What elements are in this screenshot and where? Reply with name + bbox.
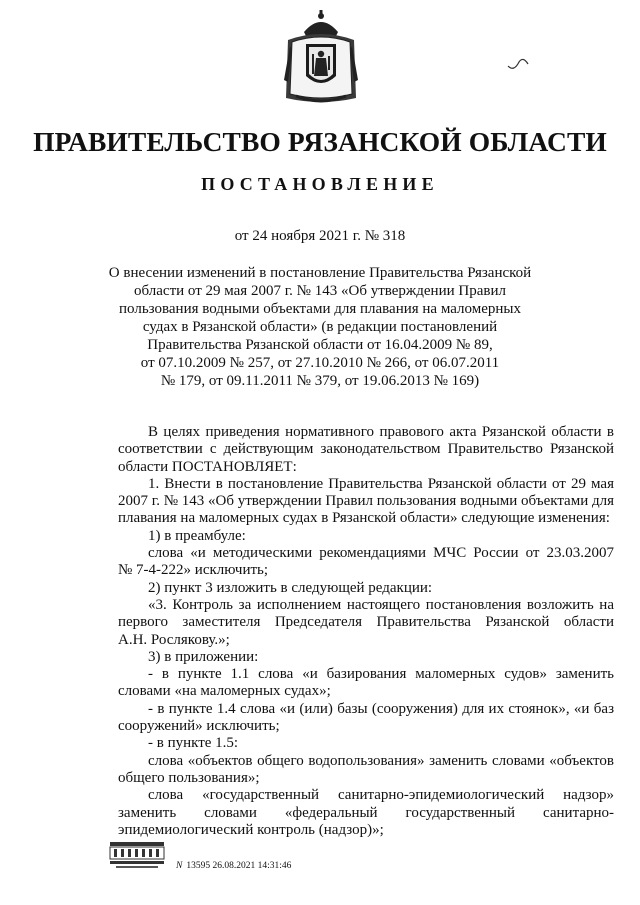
government-title: ПРАВИТЕЛЬСТВО РЯЗАНСКОЙ ОБЛАСТИ — [33, 126, 607, 157]
coat-of-arms-icon — [282, 10, 360, 106]
body-line: сооружений» исключить; — [118, 718, 280, 735]
body-line: словами «на маломерных судах»; — [118, 683, 331, 700]
subject-line: пользования водными объектами для плавания на маломерных — [119, 301, 521, 317]
body-line: заменить словами «федеральный государственный санитарно- — [118, 804, 614, 821]
body-line: В целях приведения нормативного правового акта Рязанской области в — [148, 424, 614, 440]
government-building-stamp-icon — [108, 840, 166, 874]
body-line: слова «государственный санитарно-эпидемиологический надзор» — [148, 787, 614, 804]
registration-prefix: N — [176, 861, 183, 871]
subject-line: О внесении изменений в постановление Правительства Рязанской — [108, 265, 532, 281]
body-line: 1. Внести в постановление Правительства Рязанской области от 29 мая — [148, 475, 614, 492]
body-line: А.Н. Рослякову.»; — [118, 631, 230, 648]
subject-line: судах в Рязанской области» (в редакции постановлений — [142, 319, 498, 335]
body-line: слова «объектов общего водопользования» заменить словами «объектов — [148, 752, 614, 769]
subject-line: от 07.10.2009 № 257, от 27.10.2010 № 266, от 06.07.2011 — [140, 355, 500, 371]
body-line: 3) в приложении: — [148, 648, 259, 665]
body-line: 2007 г. № 143 «Об утверждении Правил пользования водными объектами для — [118, 493, 614, 510]
body-line: - в пункте 1.4 слова «и (или) базы (сооружения) для их стоянок», «и баз — [148, 700, 614, 717]
body-line: слова «и методическими рекомендациями МЧС России от 23.03.2007 — [148, 545, 614, 562]
body-line: - в пункте 1.5: — [148, 735, 239, 752]
subject-line: области от 29 мая 2007 г. № 143 «Об утверждении Правил — [134, 283, 506, 299]
document-date-number: от 24 ноября 2021 г. № 318 — [234, 228, 406, 244]
registration-footer — [108, 840, 528, 880]
body-line: соответствии с действующим законодательством Правительство Рязанской — [118, 441, 614, 458]
subject-line: № 179, от 09.11.2011 № 379, от 19.06.2013 № 169) — [160, 373, 480, 389]
registration-stamp — [176, 861, 291, 871]
body-line: эпидемиологический контроль (надзор)»; — [118, 821, 384, 838]
document-subject — [80, 264, 560, 390]
body-line: 1) в преамбуле: — [148, 527, 246, 544]
body-line: «3. Контроль за исполнением настоящего постановления возложить на — [148, 596, 614, 613]
document-type: ПОСТАНОВЛЕНИЕ — [201, 174, 439, 194]
body-line: области ПОСТАНОВЛЯЕТ: — [118, 458, 297, 475]
document-body — [118, 424, 614, 839]
handwritten-mark-icon — [506, 52, 532, 78]
body-line: 2) пункт 3 изложить в следующей редакции: — [148, 579, 433, 596]
body-line: плавания на маломерных судах в Рязанской области» следующие изменения: — [118, 510, 610, 527]
subject-line: Правительства Рязанской области от 16.04.2009 № 89, — [147, 337, 493, 353]
body-line: - в пункте 1.1 слова «и базирования маломерных судов» заменить — [148, 666, 614, 683]
registration-number-date: 13595 26.08.2021 14:31:46 — [186, 861, 292, 871]
body-line: общего пользования»; — [118, 769, 260, 786]
body-line: первого заместителя Председателя Правительства Рязанской области — [118, 614, 614, 631]
body-line: № 7-4-222» исключить; — [118, 562, 269, 579]
